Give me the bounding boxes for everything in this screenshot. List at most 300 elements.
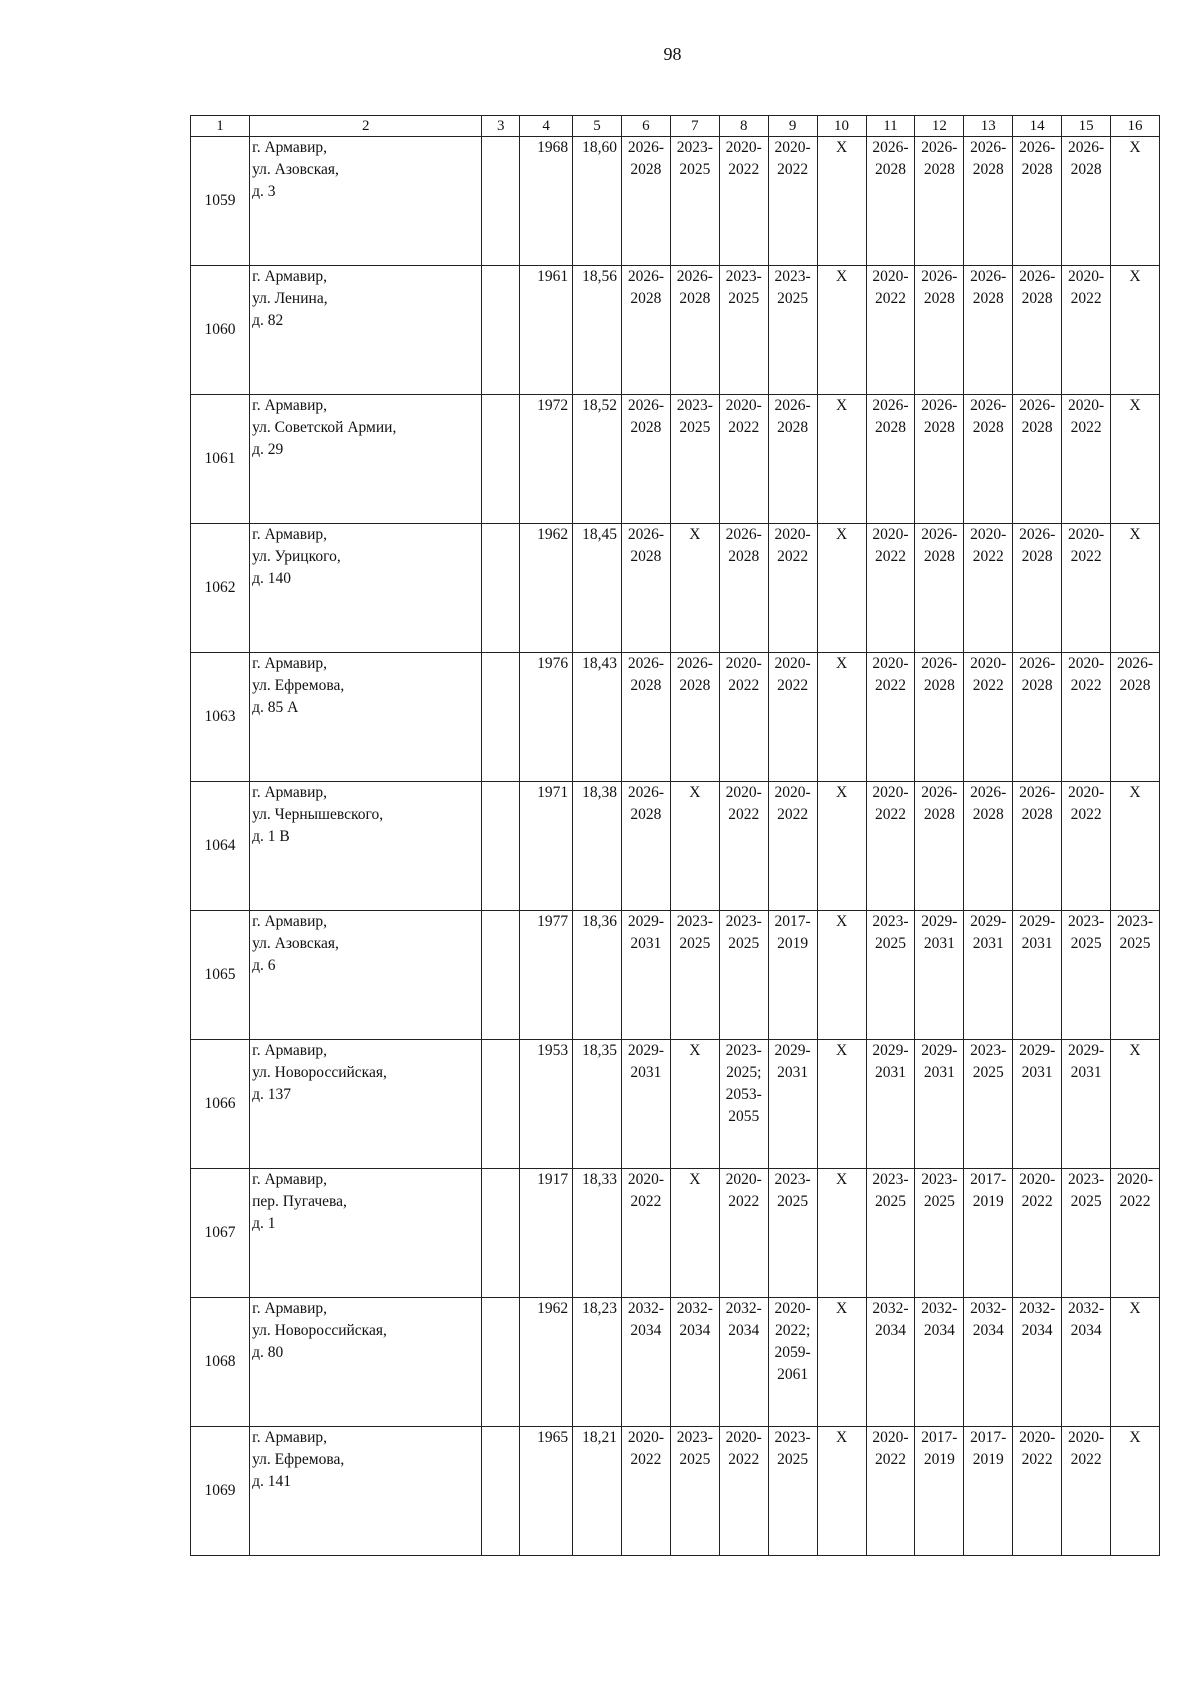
row-number-cell-text: 1066 [204,1095,236,1112]
period-cell-text: Х [1129,1042,1141,1059]
address-cell-text: г. Армавир, ул. Ефремова, д. 141 [252,1429,345,1490]
address-cell [250,1169,482,1298]
period-cell-text: 2032- 2034 [872,1300,909,1339]
period-cell-text: 2029- 2031 [627,913,664,952]
period-cell [670,1169,719,1298]
table-row [191,1169,1160,1298]
header-cell: 12 [915,116,964,137]
period-cell [964,1298,1013,1427]
period-cell [1111,1169,1160,1298]
period-cell [1111,782,1160,911]
period-cell-text: 2026- 2028 [970,268,1007,307]
period-cell [1013,395,1062,524]
table-row [191,653,1160,782]
period-cell [817,137,866,266]
period-cell [1111,1427,1160,1556]
year-built-cell-text: 1961 [537,268,569,285]
period-cell-text: Х [1129,784,1141,801]
period-cell [719,1298,768,1427]
period-cell [719,1427,768,1556]
period-cell [817,911,866,1040]
address-cell [250,1040,482,1169]
period-cell [915,782,964,911]
period-cell [1013,524,1062,653]
period-cell [1062,137,1111,266]
period-cell-text: 2026- 2028 [725,526,762,565]
period-cell-text: 2023- 2025 [725,913,762,952]
row-number-cell-text: 1064 [204,837,236,854]
row-number-cell-text: 1063 [204,708,236,725]
period-cell-text: Х [835,784,848,801]
period-cell-text: 2029- 2031 [1067,1042,1105,1081]
year-built-cell-text: 1968 [537,139,569,156]
period-cell-text: Х [835,655,848,672]
period-cell [866,782,915,911]
period-cell-text: 2026- 2028 [970,139,1007,178]
period-cell [670,524,719,653]
page-number: 98 [663,44,682,64]
period-cell [1062,1427,1111,1556]
period-cell-text: 2026- 2028 [921,784,958,823]
col3-cell [482,137,520,266]
col3-cell [482,782,520,911]
row-number-cell-text: 1068 [204,1353,236,1370]
period-cell [1062,653,1111,782]
period-cell [915,524,964,653]
period-cell-text: Х [835,139,848,156]
period-cell [866,524,915,653]
period-cell-text: 2026- 2028 [1067,139,1105,178]
period-cell [866,1169,915,1298]
period-cell-text: 2029- 2031 [627,1042,664,1081]
col3-cell [482,1169,520,1298]
row-number-cell [191,1040,250,1169]
period-cell-text: 2020- 2022 [774,526,811,565]
period-cell-text: 2020- 2022 [725,1429,762,1468]
period-cell-text: 2020- 2022 [627,1429,664,1468]
col5-cell [573,1169,622,1298]
period-cell-text: 2020- 2022; 2059- 2061 [774,1300,811,1383]
period-cell [1062,1298,1111,1427]
col3-cell [482,395,520,524]
row-number-cell [191,653,250,782]
period-cell [719,1169,768,1298]
row-number-cell [191,1169,250,1298]
col5-cell-text: 18,23 [582,1300,617,1317]
year-built-cell [520,653,573,782]
period-cell-text: Х [835,1042,848,1059]
period-cell-text: 2020- 2022 [872,268,909,307]
header-cell: 10 [817,116,866,137]
period-cell-text: 2023- 2025 [676,1429,713,1468]
row-number-cell [191,137,250,266]
period-cell-text: 2020- 2022 [725,139,762,178]
header-cell: 5 [573,116,622,137]
period-cell [621,524,670,653]
period-cell [964,1040,1013,1169]
period-cell-text: 2029- 2031 [774,1042,811,1081]
period-cell [1111,1040,1160,1169]
period-cell-text: 2023- 2025 [921,1171,958,1210]
table-row [191,524,1160,653]
address-cell-text: г. Армавир, ул. Урицкого, д. 140 [252,526,341,587]
period-cell-text: Х [689,784,701,801]
col3-cell [482,1427,520,1556]
period-cell-text: 2026- 2028 [1019,526,1056,565]
period-cell-text: 2026- 2028 [970,397,1007,436]
period-cell-text: 2026- 2028 [872,139,909,178]
period-cell [1013,1169,1062,1298]
table-body [191,116,1160,1556]
year-built-cell [520,1427,573,1556]
period-cell-text: 2029- 2031 [1019,913,1056,952]
period-cell-text: 2032- 2034 [1019,1300,1056,1339]
period-cell-text: 2020- 2022 [1019,1171,1056,1210]
housing-table [190,115,1160,1556]
period-cell-text: 2023- 2025 [774,1429,811,1468]
period-cell-text: 2029- 2031 [921,1042,958,1081]
period-cell [1111,395,1160,524]
year-built-cell [520,1169,573,1298]
period-cell-text: 2029- 2031 [970,913,1007,952]
period-cell-text: 2026- 2028 [627,655,664,694]
header-cell: 9 [768,116,817,137]
period-cell-text: 2017- 2019 [970,1429,1007,1468]
period-cell-text: 2026- 2028 [676,655,713,694]
period-cell-text: Х [689,1042,701,1059]
col5-cell [573,524,622,653]
period-cell [964,653,1013,782]
period-cell [621,1169,670,1298]
year-built-cell-text: 1917 [537,1171,569,1188]
period-cell [621,1427,670,1556]
col5-cell-text: 18,43 [582,655,617,672]
period-cell [1013,782,1062,911]
table-row [191,1040,1160,1169]
period-cell [719,1040,768,1169]
period-cell-text: 2020- 2022 [970,655,1007,694]
period-cell [817,524,866,653]
period-cell [1062,782,1111,911]
address-cell-text: г. Армавир, ул. Ефремова, д. 85 А [252,655,345,716]
row-number-cell [191,395,250,524]
period-cell [915,137,964,266]
period-cell [1013,1040,1062,1169]
address-cell-text: г. Армавир, ул. Новороссийская, д. 137 [252,1042,387,1103]
period-cell-text: 2023- 2025 [676,139,713,178]
period-cell-text: 2026- 2028 [627,139,664,178]
period-cell-text: Х [1129,1300,1141,1317]
header-cell: 8 [719,116,768,137]
period-cell-text: 2020- 2022 [1067,1429,1105,1468]
period-cell-text: 2032- 2034 [627,1300,664,1339]
period-cell [964,782,1013,911]
row-number-cell-text: 1069 [204,1482,236,1499]
header-cell: 6 [621,116,670,137]
period-cell [1013,911,1062,1040]
period-cell [915,1040,964,1169]
period-cell-text: 2020- 2022 [872,526,909,565]
period-cell-text: 2020- 2022 [774,139,811,178]
period-cell-text: 2023- 2025 [872,913,909,952]
period-cell [1062,266,1111,395]
period-cell [915,1169,964,1298]
period-cell [817,395,866,524]
period-cell-text: Х [835,1300,848,1317]
year-built-cell-text: 1971 [537,784,569,801]
col5-cell [573,1298,622,1427]
period-cell-text: 2026- 2028 [1019,784,1056,823]
period-cell [670,653,719,782]
col3-cell [482,1298,520,1427]
col5-cell-text: 18,36 [582,913,617,930]
period-cell [1062,395,1111,524]
year-built-cell [520,911,573,1040]
period-cell [768,782,817,911]
address-cell [250,137,482,266]
period-cell-text: 2020- 2022 [872,784,909,823]
year-built-cell-text: 1953 [537,1042,569,1059]
table-row [191,395,1160,524]
period-cell [670,782,719,911]
col3-cell [482,1040,520,1169]
col5-cell-text: 18,21 [582,1429,617,1446]
period-cell [1062,1169,1111,1298]
period-cell [866,653,915,782]
address-cell [250,782,482,911]
period-cell-text: 2023- 2025 [872,1171,909,1210]
period-cell [670,395,719,524]
period-cell [1111,524,1160,653]
period-cell [915,1298,964,1427]
period-cell [1111,653,1160,782]
period-cell-text: Х [689,526,701,543]
address-cell-text: г. Армавир, ул. Ленина, д. 82 [252,268,328,329]
period-cell [866,266,915,395]
address-cell [250,1298,482,1427]
period-cell [768,1427,817,1556]
period-cell-text: 2020- 2022 [872,1429,909,1468]
period-cell-text: Х [835,268,848,285]
period-cell [768,137,817,266]
period-cell-text: 2026- 2028 [627,526,664,565]
period-cell [719,911,768,1040]
period-cell-text: 2029- 2031 [1019,1042,1056,1081]
period-cell [1013,1427,1062,1556]
col5-cell-text: 18,52 [582,397,617,414]
period-cell-text: 2020- 2022 [1067,655,1105,694]
period-cell [915,266,964,395]
period-cell [768,266,817,395]
col3-cell [482,653,520,782]
period-cell [719,653,768,782]
row-number-cell-text: 1065 [204,966,236,983]
period-cell-text: 2020- 2022 [1067,397,1105,436]
period-cell [964,137,1013,266]
year-built-cell [520,524,573,653]
period-cell [915,911,964,1040]
period-cell [1062,524,1111,653]
period-cell-text: 2032- 2034 [676,1300,713,1339]
row-number-cell-text: 1062 [204,579,236,596]
period-cell [621,1040,670,1169]
table-row [191,1427,1160,1556]
period-cell [719,266,768,395]
address-cell-text: г. Армавир, ул. Новороссийская, д. 80 [252,1300,387,1361]
period-cell [1111,911,1160,1040]
period-cell-text: 2020- 2022 [627,1171,664,1210]
period-cell [719,782,768,911]
address-cell [250,1427,482,1556]
period-cell [866,395,915,524]
period-cell-text: Х [1129,397,1141,414]
period-cell-text: 2017- 2019 [921,1429,958,1468]
period-cell-text: 2026- 2028 [921,397,958,436]
period-cell-text: 2023- 2025 [676,913,713,952]
header-cell: 16 [1111,116,1160,137]
period-cell-text: 2023- 2025 [774,1171,811,1210]
address-cell-text: г. Армавир, ул. Азовская, д. 6 [252,913,339,974]
table-row [191,911,1160,1040]
header-cell: 14 [1013,116,1062,137]
period-cell-text: 2032- 2034 [921,1300,958,1339]
table-row [191,266,1160,395]
period-cell [964,911,1013,1040]
year-built-cell-text: 1962 [537,1300,569,1317]
period-cell-text: 2026- 2028 [1019,397,1056,436]
period-cell [964,395,1013,524]
address-cell [250,524,482,653]
year-built-cell [520,1040,573,1169]
period-cell [621,1298,670,1427]
row-number-cell [191,911,250,1040]
period-cell-text: 2026- 2028 [676,268,713,307]
period-cell-text: 2026- 2028 [970,784,1007,823]
period-cell-text: Х [1129,1429,1141,1446]
period-cell-text: 2026- 2028 [1019,139,1056,178]
period-cell-text: 2026- 2028 [921,268,958,307]
header-cell: 4 [520,116,573,137]
period-cell-text: Х [835,913,848,930]
period-cell [1062,1040,1111,1169]
period-cell [621,266,670,395]
period-cell [670,1040,719,1169]
period-cell [621,782,670,911]
row-number-cell [191,266,250,395]
year-built-cell-text: 1962 [537,526,569,543]
period-cell [1013,1298,1062,1427]
period-cell-text: 2026- 2028 [921,139,958,178]
period-cell-text: 2026- 2028 [627,268,664,307]
period-cell-text: 2023- 2025 [1067,913,1105,952]
period-cell [1013,266,1062,395]
period-cell [621,395,670,524]
period-cell [964,1169,1013,1298]
address-cell [250,653,482,782]
col5-cell [573,782,622,911]
period-cell [670,137,719,266]
year-built-cell-text: 1976 [537,655,569,672]
period-cell [915,653,964,782]
year-built-cell-text: 1972 [537,397,569,414]
period-cell [621,653,670,782]
table-row [191,137,1160,266]
col5-cell-text: 18,56 [582,268,617,285]
period-cell [964,1427,1013,1556]
period-cell-text: 2026- 2028 [1019,268,1056,307]
address-cell-text: г. Армавир, ул. Чернышевского, д. 1 В [252,784,384,845]
header-cell: 15 [1062,116,1111,137]
header-cell: 11 [866,116,915,137]
period-cell [817,1040,866,1169]
year-built-cell [520,782,573,911]
period-cell-text: 2020- 2022 [725,397,762,436]
period-cell [817,653,866,782]
period-cell [817,782,866,911]
address-cell [250,395,482,524]
header-cell: 13 [964,116,1013,137]
period-cell [964,266,1013,395]
period-cell-text: 2023- 2025 [1067,1171,1105,1210]
period-cell-text: 2020- 2022 [774,655,811,694]
period-cell-text: 2026- 2028 [774,397,811,436]
period-cell-text: 2020- 2022 [872,655,909,694]
period-cell-text: 2026- 2028 [627,397,664,436]
period-cell [670,266,719,395]
year-built-cell [520,266,573,395]
period-cell-text: 2020- 2022 [774,784,811,823]
period-cell-text: 2026- 2028 [872,397,909,436]
period-cell [670,911,719,1040]
period-cell-text: Х [835,1171,848,1188]
period-cell [768,1298,817,1427]
period-cell-text: 2020- 2022 [1067,784,1105,823]
address-cell-text: г. Армавир, ул. Советской Армии, д. 29 [252,397,397,458]
period-cell-text: 2026- 2028 [921,526,958,565]
period-cell-text: 2023- 2025 [676,397,713,436]
period-cell-text: 2026- 2028 [627,784,664,823]
period-cell [719,137,768,266]
period-cell-text: 2023- 2025 [774,268,811,307]
period-cell-text: 2023- 2025 [970,1042,1007,1081]
row-number-cell [191,782,250,911]
period-cell-text: 2023- 2025 [725,268,762,307]
period-cell [866,1298,915,1427]
year-built-cell [520,1298,573,1427]
period-cell [866,137,915,266]
header-cell: 3 [482,116,520,137]
period-cell-text: 2032- 2034 [970,1300,1007,1339]
header-cell: 7 [670,116,719,137]
period-cell [1111,137,1160,266]
col5-cell [573,137,622,266]
col5-cell [573,911,622,1040]
period-cell [768,395,817,524]
period-cell [768,1040,817,1169]
period-cell [1013,653,1062,782]
col5-cell-text: 18,33 [582,1171,617,1188]
table-row [191,1298,1160,1427]
period-cell [817,1298,866,1427]
period-cell [719,524,768,653]
period-cell-text: 2029- 2031 [872,1042,909,1081]
col5-cell [573,1040,622,1169]
col3-cell [482,266,520,395]
period-cell [817,1169,866,1298]
col5-cell [573,1427,622,1556]
row-number-cell [191,524,250,653]
period-cell-text: Х [1129,268,1141,285]
